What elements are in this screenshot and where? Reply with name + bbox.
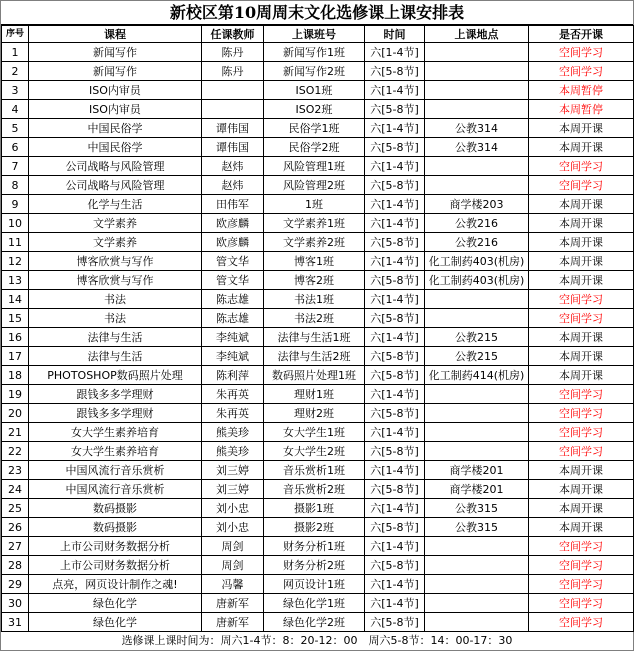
class-time: 六[5-8节]	[365, 271, 425, 290]
class-code: 法律与生活1班	[264, 328, 365, 347]
row-number: 21	[2, 423, 29, 442]
class-time: 六[5-8节]	[365, 366, 425, 385]
status-cell: 空间学习	[529, 613, 634, 632]
table-row	[2, 214, 634, 233]
row-number: 3	[2, 81, 29, 100]
teacher-name: 陈丹	[202, 43, 264, 62]
status-cell: 空间学习	[529, 385, 634, 404]
row-number: 19	[2, 385, 29, 404]
class-location	[425, 537, 529, 556]
course-name: 上市公司财务数据分析	[29, 537, 202, 556]
table-row	[2, 81, 634, 100]
course-name: 数码摄影	[29, 499, 202, 518]
row-number: 10	[2, 214, 29, 233]
header-teacher: 任课教师	[202, 26, 264, 43]
teacher-name: 赵炜	[202, 157, 264, 176]
status-cell: 空间学习	[529, 404, 634, 423]
course-name: 绿色化学	[29, 613, 202, 632]
status-cell: 本周开课	[529, 480, 634, 499]
status-cell: 本周开课	[529, 271, 634, 290]
course-name: 公司战略与风险管理	[29, 176, 202, 195]
class-location: 化工制药403(机房)	[425, 252, 529, 271]
teacher-name: 陈丹	[202, 62, 264, 81]
status-cell: 空间学习	[529, 290, 634, 309]
teacher-name: 陈志雄	[202, 309, 264, 328]
class-location	[425, 404, 529, 423]
row-number: 15	[2, 309, 29, 328]
class-location	[425, 157, 529, 176]
status-cell: 本周开课	[529, 518, 634, 537]
class-code: 风险管理2班	[264, 176, 365, 195]
class-location: 公教215	[425, 347, 529, 366]
class-time: 六[1-4节]	[365, 290, 425, 309]
table-row	[2, 556, 634, 575]
class-location: 公教215	[425, 328, 529, 347]
status-cell: 本周开课	[529, 138, 634, 157]
class-location: 公教216	[425, 233, 529, 252]
row-number: 31	[2, 613, 29, 632]
course-name: 文学素养	[29, 233, 202, 252]
class-code: 摄影2班	[264, 518, 365, 537]
status-cell: 空间学习	[529, 157, 634, 176]
row-number: 1	[2, 43, 29, 62]
status-cell: 本周开课	[529, 499, 634, 518]
class-code: 民俗学1班	[264, 119, 365, 138]
status-cell: 本周开课	[529, 328, 634, 347]
row-number: 4	[2, 100, 29, 119]
class-code: 绿色化学2班	[264, 613, 365, 632]
class-code: ISO2班	[264, 100, 365, 119]
table-row	[2, 461, 634, 480]
class-code: 新闻写作2班	[264, 62, 365, 81]
table-row	[2, 480, 634, 499]
class-time: 六[1-4节]	[365, 81, 425, 100]
class-location	[425, 385, 529, 404]
class-time: 六[5-8节]	[365, 556, 425, 575]
course-name: 女大学生素养培育	[29, 423, 202, 442]
course-name: 文学素养	[29, 214, 202, 233]
table-row	[2, 347, 634, 366]
course-name: 新闻写作	[29, 62, 202, 81]
teacher-name: 谭伟国	[202, 138, 264, 157]
class-location	[425, 62, 529, 81]
schedule-footer: 选修课上课时间为：周六1-4节：8：20-12：00 周六5-8节：14：00-17：30	[121, 634, 513, 647]
table-row	[2, 119, 634, 138]
teacher-name	[202, 81, 264, 100]
class-code: 财务分析2班	[264, 556, 365, 575]
course-name: 中国风流行音乐赏析	[29, 461, 202, 480]
class-time: 六[1-4节]	[365, 499, 425, 518]
teacher-name: 周剑	[202, 556, 264, 575]
teacher-name: 朱再英	[202, 385, 264, 404]
class-location	[425, 81, 529, 100]
table-row	[2, 271, 634, 290]
teacher-name: 熊美珍	[202, 423, 264, 442]
course-name: 跟钱多多学理财	[29, 404, 202, 423]
table-row	[2, 328, 634, 347]
course-name: 化学与生活	[29, 195, 202, 214]
status-cell: 空间学习	[529, 594, 634, 613]
status-cell: 空间学习	[529, 537, 634, 556]
class-location	[425, 309, 529, 328]
teacher-name: 冯馨	[202, 575, 264, 594]
teacher-name: 刘三婷	[202, 461, 264, 480]
class-time: 六[1-4节]	[365, 214, 425, 233]
class-time: 六[1-4节]	[365, 423, 425, 442]
class-location	[425, 290, 529, 309]
class-time: 六[5-8节]	[365, 100, 425, 119]
row-number: 23	[2, 461, 29, 480]
status-cell: 空间学习	[529, 442, 634, 461]
status-cell: 本周开课	[529, 119, 634, 138]
row-number: 9	[2, 195, 29, 214]
header-time: 时间	[365, 26, 425, 43]
class-time: 六[5-8节]	[365, 138, 425, 157]
class-code: 绿色化学1班	[264, 594, 365, 613]
table-row	[2, 442, 634, 461]
status-cell: 本周暂停	[529, 100, 634, 119]
table-row	[2, 62, 634, 81]
class-location: 公教314	[425, 138, 529, 157]
class-location: 商学楼203	[425, 195, 529, 214]
course-name: 绿色化学	[29, 594, 202, 613]
table-row	[2, 423, 634, 442]
schedule-table	[1, 25, 634, 632]
course-name: ISO内审员	[29, 81, 202, 100]
class-time: 六[5-8节]	[365, 233, 425, 252]
table-row	[2, 613, 634, 632]
class-time: 六[1-4节]	[365, 157, 425, 176]
class-location: 化工制药403(机房)	[425, 271, 529, 290]
teacher-name: 管文华	[202, 271, 264, 290]
class-code: ISO1班	[264, 81, 365, 100]
class-code: 女大学生2班	[264, 442, 365, 461]
teacher-name: 赵炜	[202, 176, 264, 195]
teacher-name: 周剑	[202, 537, 264, 556]
status-cell: 本周开课	[529, 366, 634, 385]
class-location	[425, 43, 529, 62]
class-location	[425, 176, 529, 195]
row-number: 30	[2, 594, 29, 613]
class-code: 女大学生1班	[264, 423, 365, 442]
status-cell: 本周开课	[529, 233, 634, 252]
class-code: 法律与生活2班	[264, 347, 365, 366]
row-number: 28	[2, 556, 29, 575]
status-cell: 空间学习	[529, 575, 634, 594]
class-time: 六[1-4节]	[365, 328, 425, 347]
row-number: 26	[2, 518, 29, 537]
class-location	[425, 556, 529, 575]
class-code: 博客2班	[264, 271, 365, 290]
class-code: 财务分析1班	[264, 537, 365, 556]
class-time: 六[5-8节]	[365, 442, 425, 461]
status-cell: 本周开课	[529, 195, 634, 214]
table-row	[2, 157, 634, 176]
class-code: 新闻写作1班	[264, 43, 365, 62]
row-number: 13	[2, 271, 29, 290]
class-time: 六[1-4节]	[365, 43, 425, 62]
class-time: 六[5-8节]	[365, 309, 425, 328]
table-row	[2, 309, 634, 328]
class-time: 六[5-8节]	[365, 518, 425, 537]
table-body	[2, 43, 634, 632]
row-number: 22	[2, 442, 29, 461]
course-name: 数码摄影	[29, 518, 202, 537]
teacher-name: 陈志雄	[202, 290, 264, 309]
teacher-name: 唐新军	[202, 594, 264, 613]
class-code: 数码照片处理1班	[264, 366, 365, 385]
teacher-name: 刘小忠	[202, 518, 264, 537]
course-name: 跟钱多多学理财	[29, 385, 202, 404]
class-code: 音乐赏析1班	[264, 461, 365, 480]
status-cell: 本周开课	[529, 252, 634, 271]
table-row	[2, 100, 634, 119]
status-cell: 本周暂停	[529, 81, 634, 100]
class-location: 商学楼201	[425, 461, 529, 480]
row-number: 25	[2, 499, 29, 518]
table-row	[2, 176, 634, 195]
class-time: 六[1-4节]	[365, 594, 425, 613]
course-name: 中国民俗学	[29, 138, 202, 157]
table-row	[2, 138, 634, 157]
teacher-name: 欧彦麟	[202, 214, 264, 233]
class-time: 六[5-8节]	[365, 347, 425, 366]
table-row	[2, 233, 634, 252]
course-name: 中国风流行音乐赏析	[29, 480, 202, 499]
row-number: 2	[2, 62, 29, 81]
status-cell: 空间学习	[529, 176, 634, 195]
class-code: 理财1班	[264, 385, 365, 404]
status-cell: 空间学习	[529, 62, 634, 81]
class-code: 文学素养2班	[264, 233, 365, 252]
class-code: 1班	[264, 195, 365, 214]
teacher-name: 唐新军	[202, 613, 264, 632]
row-number: 5	[2, 119, 29, 138]
class-location	[425, 575, 529, 594]
class-code: 书法1班	[264, 290, 365, 309]
course-name: 博客欣赏与写作	[29, 252, 202, 271]
row-number: 16	[2, 328, 29, 347]
course-name: 书法	[29, 309, 202, 328]
class-time: 六[5-8节]	[365, 404, 425, 423]
teacher-name: 陈利萍	[202, 366, 264, 385]
row-number: 12	[2, 252, 29, 271]
class-time: 六[1-4节]	[365, 119, 425, 138]
course-name: 公司战略与风险管理	[29, 157, 202, 176]
class-location	[425, 594, 529, 613]
header-course: 课程	[29, 26, 202, 43]
table-row	[2, 575, 634, 594]
row-number: 7	[2, 157, 29, 176]
row-number: 6	[2, 138, 29, 157]
status-cell: 本周开课	[529, 461, 634, 480]
status-cell: 本周开课	[529, 347, 634, 366]
class-code: 博客1班	[264, 252, 365, 271]
class-time: 六[5-8节]	[365, 613, 425, 632]
row-number: 14	[2, 290, 29, 309]
class-time: 六[1-4节]	[365, 461, 425, 480]
class-location	[425, 423, 529, 442]
row-number: 29	[2, 575, 29, 594]
teacher-name: 谭伟国	[202, 119, 264, 138]
row-number: 24	[2, 480, 29, 499]
status-cell: 空间学习	[529, 309, 634, 328]
row-number: 11	[2, 233, 29, 252]
teacher-name: 欧彦麟	[202, 233, 264, 252]
teacher-name	[202, 100, 264, 119]
course-name: 法律与生活	[29, 328, 202, 347]
course-name: 新闻写作	[29, 43, 202, 62]
teacher-name: 熊美珍	[202, 442, 264, 461]
class-location: 公教314	[425, 119, 529, 138]
header-status: 是否开课	[529, 26, 634, 43]
header-location: 上课地点	[425, 26, 529, 43]
teacher-name: 田伟军	[202, 195, 264, 214]
class-location: 化工制药414(机房)	[425, 366, 529, 385]
class-time: 六[5-8节]	[365, 176, 425, 195]
course-name: 点亮，网页设计制作之魂!	[29, 575, 202, 594]
header-row	[2, 26, 634, 43]
table-row	[2, 594, 634, 613]
status-cell: 空间学习	[529, 423, 634, 442]
course-name: 女大学生素养培育	[29, 442, 202, 461]
table-row	[2, 537, 634, 556]
class-code: 摄影1班	[264, 499, 365, 518]
row-number: 8	[2, 176, 29, 195]
teacher-name: 管文华	[202, 252, 264, 271]
class-code: 音乐赏析2班	[264, 480, 365, 499]
class-code: 网页设计1班	[264, 575, 365, 594]
course-name: 博客欣赏与写作	[29, 271, 202, 290]
table-row	[2, 290, 634, 309]
row-number: 20	[2, 404, 29, 423]
class-location	[425, 442, 529, 461]
course-name: 书法	[29, 290, 202, 309]
class-location: 商学楼201	[425, 480, 529, 499]
course-name: 法律与生活	[29, 347, 202, 366]
class-location	[425, 613, 529, 632]
class-location: 公教315	[425, 518, 529, 537]
class-time: 六[1-4节]	[365, 537, 425, 556]
class-code: 文学素养1班	[264, 214, 365, 233]
class-code: 风险管理1班	[264, 157, 365, 176]
table-row	[2, 252, 634, 271]
page-title: 新校区第10周周末文化选修课上课安排表	[1, 1, 633, 25]
class-time: 六[1-4节]	[365, 252, 425, 271]
table-row	[2, 499, 634, 518]
class-code: 民俗学2班	[264, 138, 365, 157]
status-cell: 空间学习	[529, 43, 634, 62]
class-time: 六[5-8节]	[365, 480, 425, 499]
table-row	[2, 518, 634, 537]
class-time: 六[5-8节]	[365, 62, 425, 81]
class-location: 公教216	[425, 214, 529, 233]
teacher-name: 刘小忠	[202, 499, 264, 518]
class-time: 六[1-4节]	[365, 385, 425, 404]
teacher-name: 刘三婷	[202, 480, 264, 499]
status-cell: 空间学习	[529, 556, 634, 575]
class-code: 书法2班	[264, 309, 365, 328]
class-time: 六[1-4节]	[365, 575, 425, 594]
table-row	[2, 366, 634, 385]
class-time: 六[1-4节]	[365, 195, 425, 214]
table-row	[2, 404, 634, 423]
header-seq: 序号	[2, 26, 29, 43]
status-cell: 本周开课	[529, 214, 634, 233]
course-name: PHOTOSHOP数码照片处理	[29, 366, 202, 385]
teacher-name: 李纯斌	[202, 328, 264, 347]
row-number: 17	[2, 347, 29, 366]
row-number: 27	[2, 537, 29, 556]
class-location	[425, 100, 529, 119]
table-row	[2, 385, 634, 404]
teacher-name: 朱再英	[202, 404, 264, 423]
class-code: 理财2班	[264, 404, 365, 423]
course-name: 中国民俗学	[29, 119, 202, 138]
teacher-name: 李纯斌	[202, 347, 264, 366]
table-row	[2, 43, 634, 62]
row-number: 18	[2, 366, 29, 385]
header-class: 上课班号	[264, 26, 365, 43]
course-name: 上市公司财务数据分析	[29, 556, 202, 575]
table-row	[2, 195, 634, 214]
course-name: ISO内审员	[29, 100, 202, 119]
class-location: 公教315	[425, 499, 529, 518]
